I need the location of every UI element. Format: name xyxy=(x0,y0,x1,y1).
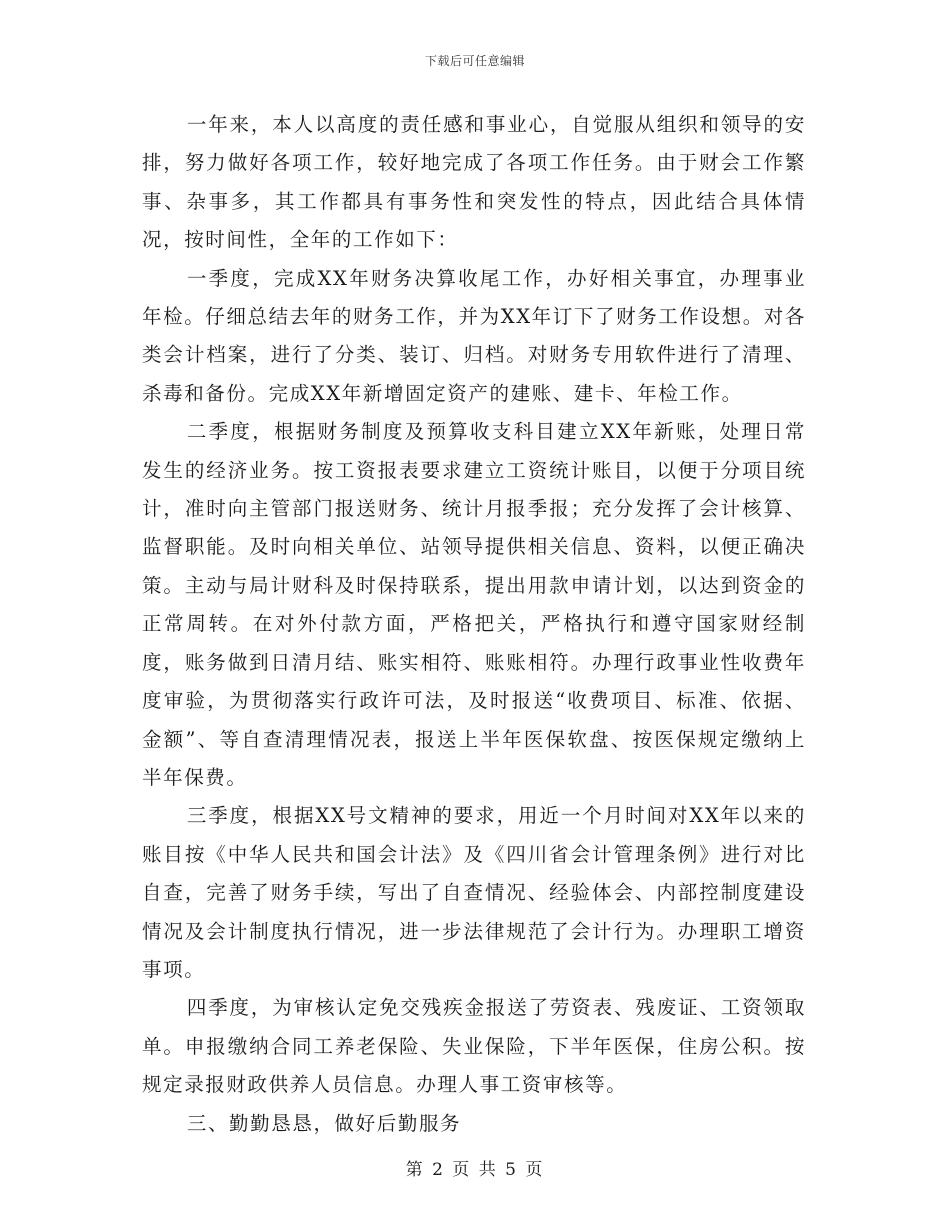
header-note: 下载后可任意编辑 xyxy=(424,54,525,68)
page-number-footer xyxy=(0,1155,950,1180)
section-heading: 三、勤勤恳恳，做好后勤服务 xyxy=(186,1111,462,1135)
paragraph-q4: 四季度，为审核认定免交残疾金报送了劳资表、残废证、工资领取单。申报缴纳合同工养老保险、失业保险，下半年医保，住房公积。按规定录报财政供养人员信息。办理人事工资审核等。 xyxy=(142,996,806,1097)
paragraph-q1: 一季度，完成XX年财务决算收尾工作，办好相关事宜，办理事业年检。仔细总结去年的财务工作，并为XX年订下了财务工作设想。对各类会计档案，进行了分类、装订、归档。对财务专用软件进行了清理、杀毒和备份。完成XX年新增固定资产的建账、建卡、年检工作。 xyxy=(142,266,806,405)
document-body xyxy=(142,106,806,1143)
paragraph-intro: 一年来，本人以高度的责任感和事业心，自觉服从组织和领导的安排，努力做好各项工作，较好地完成了各项工作任务。由于财会工作繁事、杂事多，其工作都具有事务性和突发性的特点，因此结合具体情况，按时间性，全年的工作如下： xyxy=(142,113,806,252)
page-number-text: 第 2 页 共 5 页 xyxy=(405,1160,545,1180)
paragraph-q3: 三季度，根据XX号文精神的要求，用近一个月时间对XX年以来的账目按《中华人民共和国会计法》及《四川省会计管理条例》进行对比自查，完善了财务手续，写出了自查情况、经验体会、内部控制度建设情况及会计制度执行情况，进一步法律规范了会计行为。办理职工增资事项。 xyxy=(142,804,806,981)
paragraph-q2: 二季度，根据财务制度及预算收支科目建立XX年新账，处理日常发生的经济业务。按工资报表要求建立工资统计账目，以便于分项目统计，准时向主管部门报送财务、统计月报季报；充分发挥了会计核算、监督职能。及时向相关单位、站领导提供相关信息、资料，以便正确决策。主动与局计财科及时保持联系，提出用款申请计划，以达到资金的正常周转。在对外付款方面，严格把关，严格执行和遵守国家财经制度，账务做到日清月结、账实相符、账账相符。办理行政事业性收费年度审验，为贯彻落实行政许可法，及时报送“收费项目、标准、依据、金额”、等自查清理情况表，报送上半年医保软盘、按医保规定缴纳上半年保费。 xyxy=(142,420,806,789)
